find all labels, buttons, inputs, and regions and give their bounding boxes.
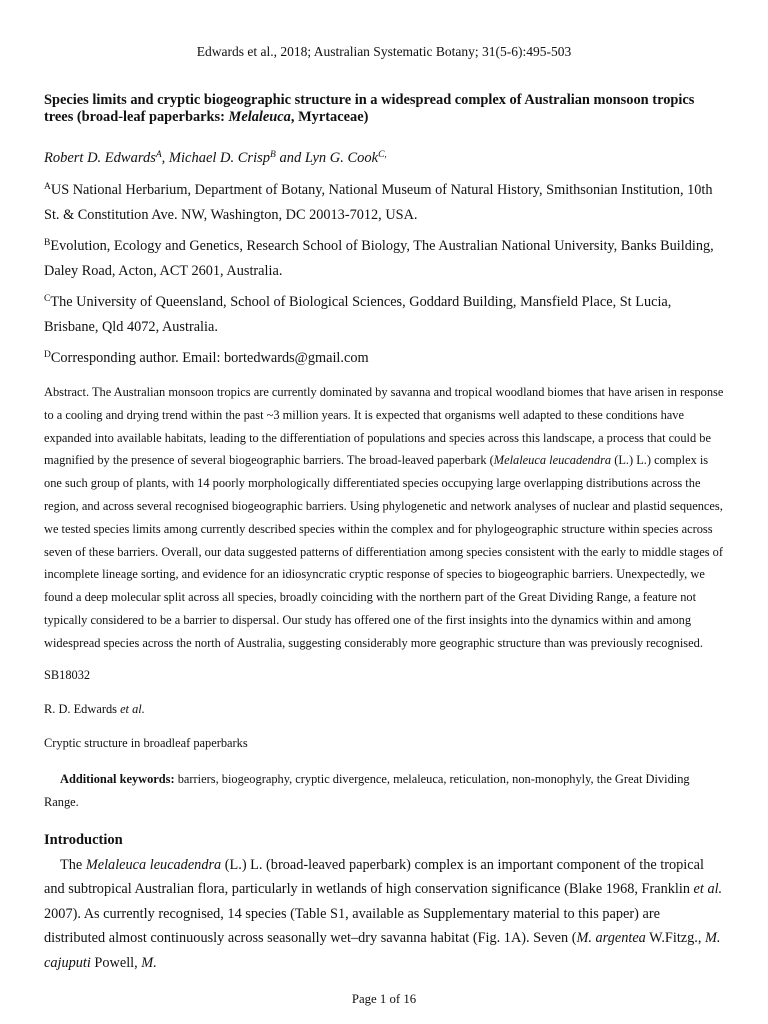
author-name: Robert D. Edwards (44, 150, 156, 166)
intro-text: The (60, 856, 86, 873)
author-superscript: C, (378, 150, 387, 160)
affiliation-text: US National Herbarium, Department of Botany, National Museum of Natural History, Smithsonian Institution, 10th St. & Constitution Ave. NW, Washington, DC 20013-7012, USA. (44, 182, 713, 223)
title-genus: Melaleuca (228, 109, 291, 125)
page-number: Page 1 of 16 (351, 992, 417, 1006)
author-superscript: B (270, 150, 276, 160)
corresponding-author (44, 346, 724, 371)
abstract-species: Melaleuca leucadendra (493, 453, 612, 468)
manuscript-code: SB18032 (44, 667, 91, 682)
intro-species: M. (141, 954, 157, 971)
intro-species: M. cajuputi (44, 930, 721, 971)
title-text-end: , Myrtaceae) (290, 109, 369, 125)
abstract (44, 381, 724, 655)
affiliation-text: Evolution, Ecology and Genetics, Research School of Biology, The Australian National University, Banks Building, Daley Road, Acton, ACT 2601, Australia. (44, 238, 714, 279)
intro-text: 2007). As currently recognised, 14 species (Table S1, available as Supplementary material to this paper) are distributed almost continuously across seasonally wet–dry savanna habitat (Fig. 1A). Seven ( (44, 905, 660, 947)
affiliation-marker: B (44, 238, 51, 248)
intro-species: M. argentea (576, 930, 646, 947)
intro-species: Melaleuca leucadendra (85, 856, 222, 873)
running-header-citation: Edwards et al., 2018; Australian Systematic Botany; 31(5-6):495-503 (196, 44, 572, 59)
affiliation (44, 178, 724, 228)
affiliation-marker: C (44, 294, 51, 304)
intro-text: Powell, (90, 954, 142, 971)
abstract-text: Abstract. The Australian monsoon tropics are currently dominated by savanna and tropical woodland biomes that have arisen in response to a cooling and drying trend within the past ~3 million years. It is expected that organisms well adapted to these conditions have expanded into available habitats, leading to the differentiation of populations and species across this landscape, a process that could be magnified by the presence of several biogeographic barriers. The broad-leaved paperbark ( (44, 385, 724, 468)
section-heading-introduction: Introduction (44, 831, 123, 848)
abstract-text: (L.) L.) complex is one such group of plants, with 14 poorly morphologically differentiated species occupying large overlapping distributions across the region, and across several recognised biogeographic barriers. Using phylogenetic and network analyses of nuclear and plastid sequences, we tested species limits among currently described species within the complex and for phylogeographic structure within species across seven of these barriers. Overall, our data suggested patterns of differentiation among species consistent with the early to middle stages of incomplete lineage sorting, and evidence for an idiosyncratic cryptic response of species to biogeographic barriers. Unexpectedly, we found a deep molecular split across all species, broadly coinciding with the northern part of the Great Dividing Range, a feature not typically considered to be a barrier to dispersal. Our study has offered one of the first insights into the dynamics within and among widespread species across the north of Australia, suggesting considerably more geographic structure than was previously recognised. (44, 453, 723, 650)
author-list (44, 149, 724, 167)
running-author-name: R. D. Edwards (44, 701, 121, 716)
keywords (44, 768, 724, 814)
title-text: Species limits and cryptic biogeographic structure in a widespread complex of Australian monsoon tropics trees (broad-leaf paperbarks: (44, 92, 695, 125)
keywords-text: barriers, biogeography, cryptic divergence, melaleuca, reticulation, non-monophyly, the Great Dividing Range. (44, 771, 690, 809)
affiliation-text: Corresponding author. Email: bortedwards@gmail.com (50, 350, 369, 366)
introduction-paragraph (44, 853, 724, 976)
running-title: Cryptic structure in broadleaf paperbarks (44, 735, 248, 750)
intro-etal: et al. (693, 881, 723, 898)
affiliation (44, 290, 724, 340)
keywords-label: Additional keywords: (60, 771, 175, 786)
running-author (44, 701, 724, 717)
author-separator: , (161, 150, 169, 166)
intro-text: W.Fitzg., (645, 930, 706, 947)
author-separator: and (275, 150, 305, 166)
affiliation (44, 234, 724, 284)
running-author-etal: et al. (120, 701, 145, 716)
intro-text: (L.) L. (broad-leaved paperbark) complex is an important component of the tropical and subtropical Australian flora, particularly in wetlands of high conservation significance (Blake 1968, Franklin (44, 856, 704, 898)
article-title (44, 92, 724, 126)
affiliation-text: The University of Queensland, School of Biological Sciences, Goddard Building, Mansfield Place, St Lucia, Brisbane, Qld 4072, Australia. (44, 294, 672, 335)
author-superscript: A (155, 150, 162, 160)
author-name: Michael D. Crisp (168, 150, 270, 166)
document-body (44, 92, 724, 990)
affiliation-marker: A (44, 182, 51, 192)
affiliation-marker: D (44, 350, 51, 360)
author-name: Lyn G. Cook (304, 150, 379, 166)
